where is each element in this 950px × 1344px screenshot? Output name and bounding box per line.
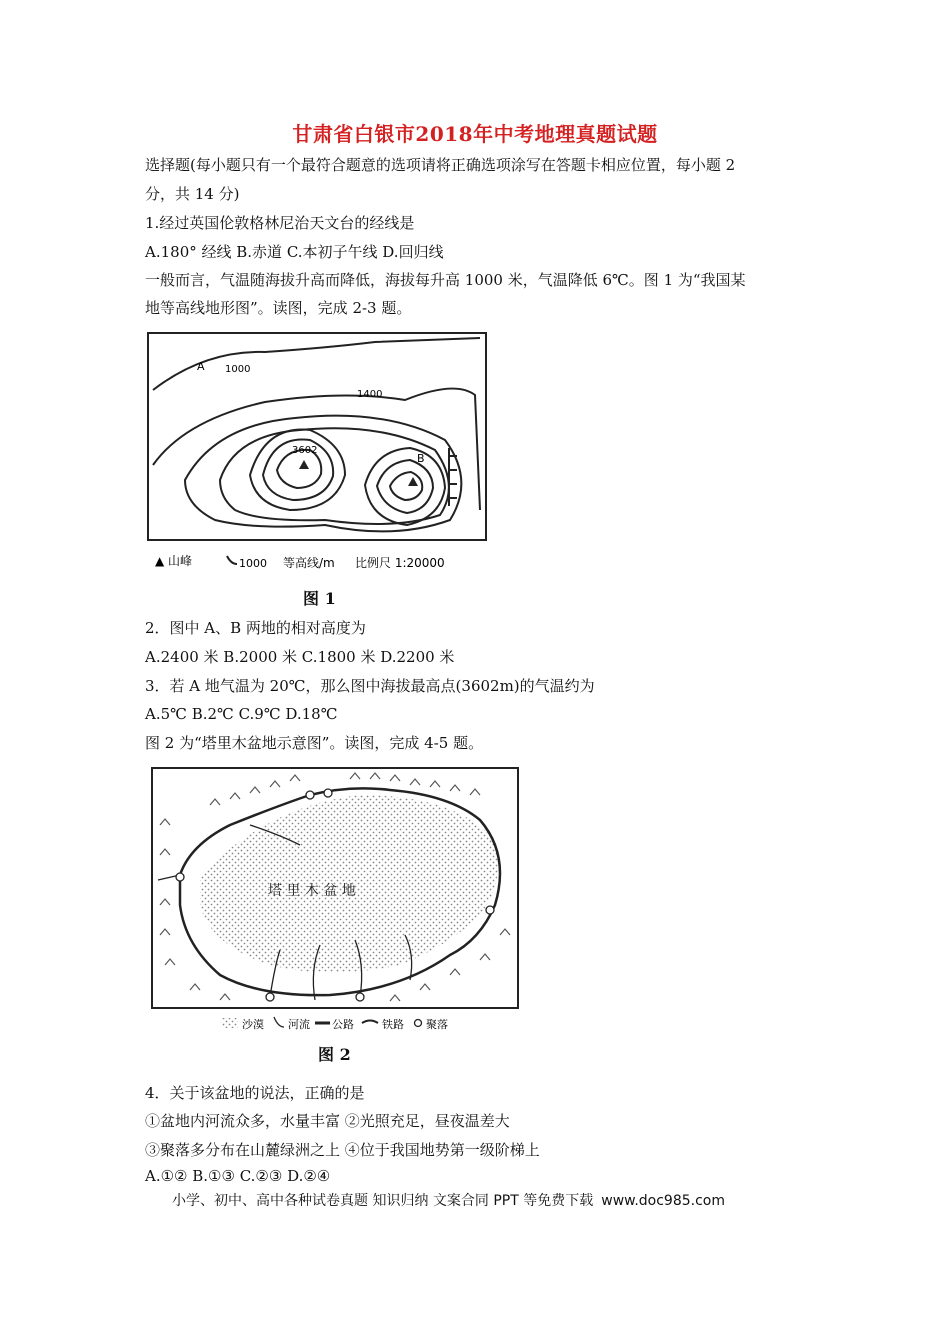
basin-label: 塔 里 木 盆 地 (268, 883, 356, 899)
legend-river-symbol (274, 1017, 284, 1027)
question-1-stem: 1.经过英国伦敦格林尼治天文台的经线是 (145, 214, 415, 232)
legend-railway-symbol (362, 1021, 378, 1024)
figure-2-caption: 图 2 (318, 1045, 351, 1064)
intro-line-2: 分，共 14 分) (145, 185, 240, 203)
legend-road: 公路 (332, 1018, 354, 1031)
passage-1-line-2: 地等高线地形图”。读图，完成 2-3 题。 (145, 299, 412, 317)
legend-railway: 铁路 (382, 1018, 404, 1031)
point-a-label: A (197, 360, 205, 373)
legend-contour: 等高线/m (283, 556, 335, 570)
legend-contour-sample: 1000 (239, 557, 267, 570)
question-4-line-2: ③聚落多分布在山麓绿洲之上 ④位于我国地势第一级阶梯上 (145, 1141, 540, 1159)
question-4-line-1: ①盆地内河流众多，水量丰富 ②光照充足，昼夜温差大 (145, 1112, 510, 1130)
page-title: 甘肃省白银市2018年中考地理真题试题 (292, 122, 658, 146)
passage-1-line-1: 一般而言，气温随海拔升高而降低，海拔每升高 1000 米，气温降低 6℃。图 1 为“我国某 (145, 271, 746, 289)
figure-1-caption: 图 1 (303, 589, 336, 608)
tarim-basin-map-figure (150, 765, 525, 1035)
legend-peak: ▲ 山峰 (155, 554, 193, 568)
question-1-options: A.180° 经线 B.赤道 C.本初子午线 D.回归线 (145, 243, 444, 261)
footer (172, 1190, 725, 1210)
footer-text: 小学、初中、高中各种试卷真题 知识归纳 文案合同 PPT 等免费下载 (172, 1193, 594, 1209)
contour-label-1000: 1000 (225, 364, 251, 375)
legend-settlement-symbol (415, 1020, 422, 1027)
legend-river: 河流 (288, 1018, 310, 1031)
legend-scale: 比例尺 1:20000 (355, 556, 445, 570)
question-3-stem: 3．若 A 地气温为 20℃，那么图中海拔最高点(3602m)的气温约为 (145, 677, 595, 695)
point-b-label: B (417, 452, 425, 465)
peak-marker-2 (408, 477, 418, 486)
question-4-stem: 4．关于该盆地的说法，正确的是 (145, 1084, 365, 1102)
legend-contour-line (227, 556, 237, 564)
question-3-options: A.5℃ B.2℃ C.9℃ D.18℃ (145, 705, 338, 723)
question-4-options: A.①② B.①③ C.②③ D.②④ (145, 1167, 331, 1185)
footer-url[interactable]: www.doc985.com (601, 1193, 725, 1209)
peak-marker-1 (299, 460, 309, 469)
legend-desert: 沙漠 (242, 1018, 264, 1031)
question-2-stem: 2．图中 A、B 两地的相对高度为 (145, 619, 366, 637)
intro-line-1: 选择题(每小题只有一个最符合题意的选项请将正确选项涂写在答题卡相应位置，每小题 2 (145, 156, 736, 174)
legend-desert-swatch (222, 1018, 238, 1028)
legend-settlement: 聚落 (426, 1018, 448, 1031)
peak-elevation-label: 3602 (292, 445, 318, 456)
contour-label-1400: 1400 (357, 389, 383, 400)
question-2-options: A.2400 米 B.2000 米 C.1800 米 D.2200 米 (145, 648, 455, 666)
passage-2: 图 2 为“塔里木盆地示意图”。读图，完成 4-5 题。 (145, 734, 484, 752)
contour-map-figure (145, 330, 490, 580)
